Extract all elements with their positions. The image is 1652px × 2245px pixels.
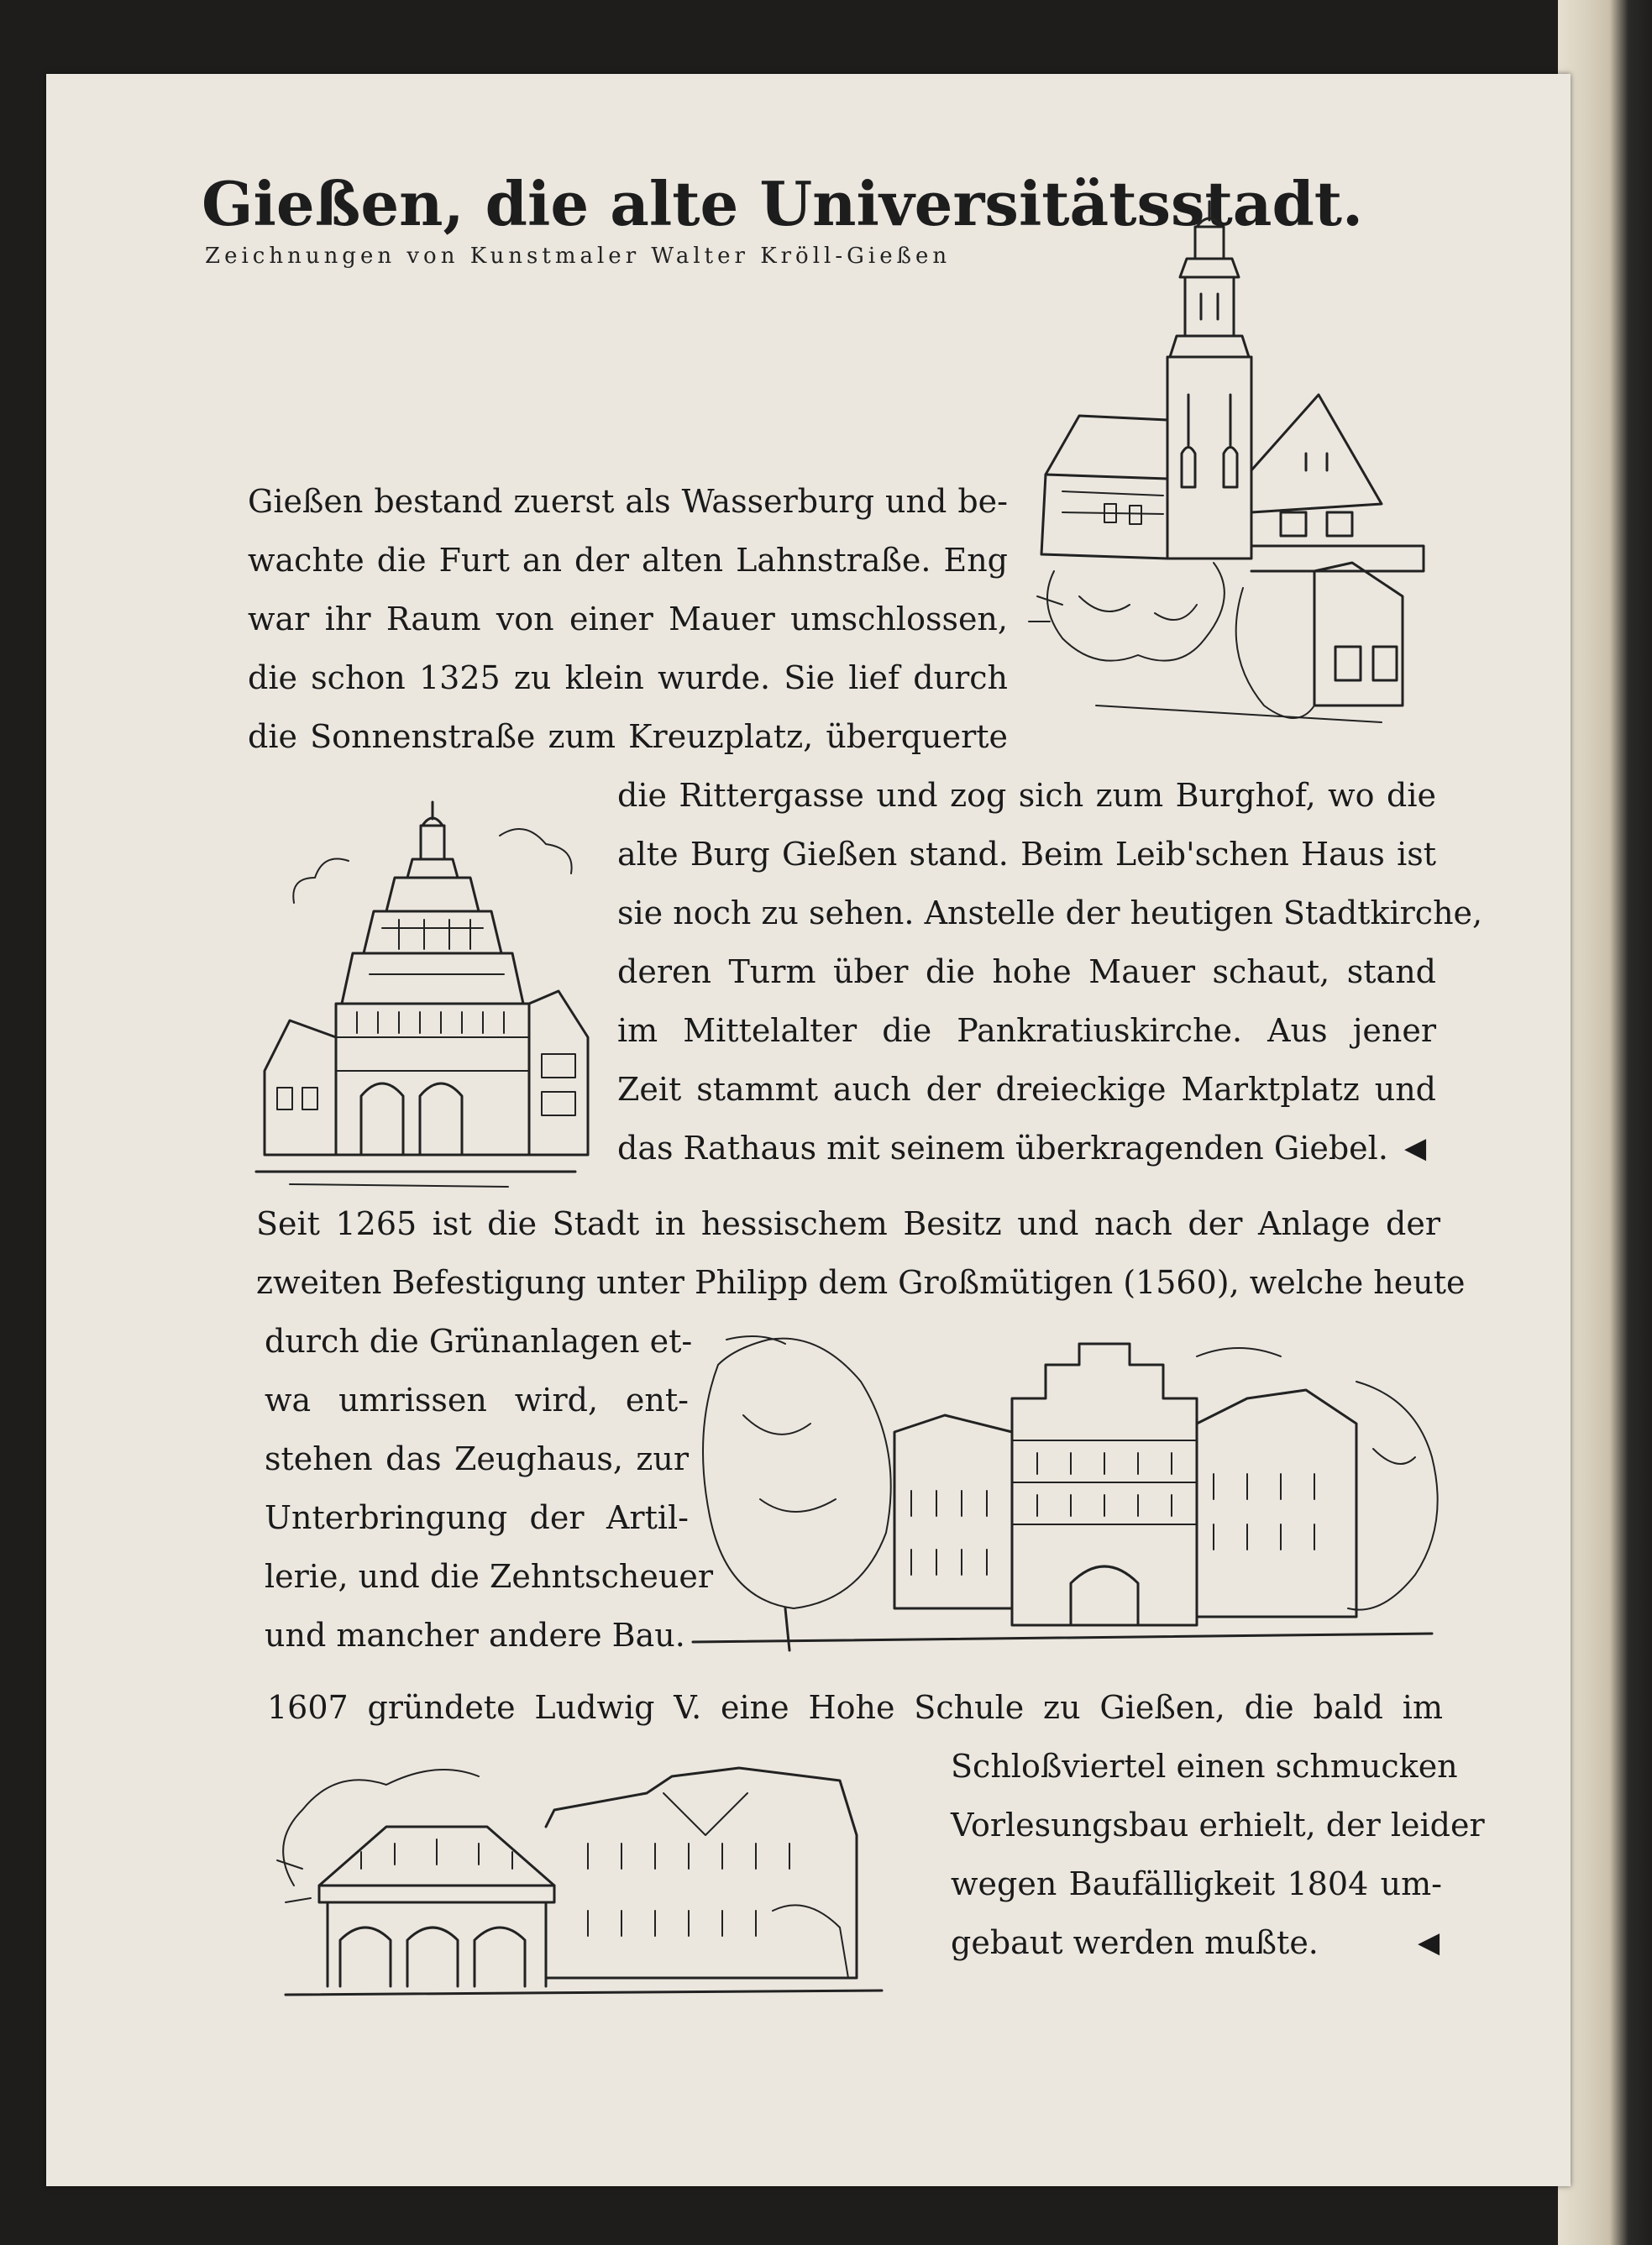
text-line: stehen das Zeughaus, zur: [265, 1440, 689, 1477]
text-line: 1607 gründete Ludwig V. eine Hohe Schule zu Gießen, die bald im: [267, 1689, 1443, 1726]
text-line: wachte die Furt an der alten Lahnstraße. Eng: [248, 542, 1008, 579]
text-line: und mancher andere Bau.: [265, 1617, 685, 1654]
text-line: war ihr Raum von einer Mauer umschlossen,: [248, 601, 1008, 637]
text-line: alte Burg Gießen stand. Beim Leib'schen Haus ist: [617, 836, 1436, 873]
section-end-mark: ◀: [1404, 1131, 1427, 1165]
text-line: wegen Baufälligkeit 1804 um-: [951, 1865, 1442, 1902]
text-line: durch die Grünanlagen et-: [265, 1323, 693, 1360]
text-line: Vorlesungsbau erhielt, der leider: [951, 1807, 1485, 1844]
text-line: Gießen bestand zuerst als Wasserburg und be-: [248, 483, 1008, 520]
text-line: gebaut werden mußte.: [951, 1924, 1319, 1961]
armoury-illustration: [693, 1331, 1449, 1659]
text-line: Unterbringung der Artil-: [265, 1499, 689, 1536]
text-line: die schon 1325 zu klein wurde. Sie lief durch: [248, 659, 1008, 696]
text-line: Schloßviertel einen schmucken: [951, 1748, 1458, 1785]
section-end-mark: ◀: [1418, 1926, 1440, 1959]
text-line: wa umrissen wird, ent-: [265, 1382, 689, 1419]
town-hall-illustration: [256, 802, 596, 1197]
text-line: deren Turm über die hohe Mauer schaut, stand: [617, 953, 1436, 990]
text-line: Seit 1265 ist die Stadt in hessischem Besitz und nach der Anlage der: [256, 1205, 1440, 1242]
book-spine: [1558, 0, 1652, 2245]
text-line: das Rathaus mit seinem überkragenden Giebel.: [617, 1130, 1388, 1167]
text-line: sie noch zu sehen. Anstelle der heutigen Stadtkirche,: [617, 894, 1483, 931]
text-line: zweiten Befestigung unter Philipp dem Großmütigen (1560), welche heute: [256, 1264, 1466, 1301]
page-subtitle: Zeichnungen von Kunstmaler Walter Kröll-Gießen: [205, 244, 952, 269]
text-line: im Mittelalter die Pankratiuskirche. Aus jener: [617, 1012, 1436, 1049]
text-line: die Rittergasse und zog sich zum Burghof, wo die: [617, 777, 1436, 814]
college-illustration: [269, 1760, 915, 2003]
text-line: die Sonnenstraße zum Kreuzplatz, überquerte: [248, 718, 1008, 755]
text-line: Zeit stammt auch der dreieckige Marktplatz und: [617, 1071, 1436, 1108]
page-title: Gießen, die alte Universitätsstadt.: [202, 168, 1364, 239]
church-illustration: [1029, 202, 1432, 747]
text-line: lerie, und die Zehntscheuer: [265, 1558, 713, 1595]
